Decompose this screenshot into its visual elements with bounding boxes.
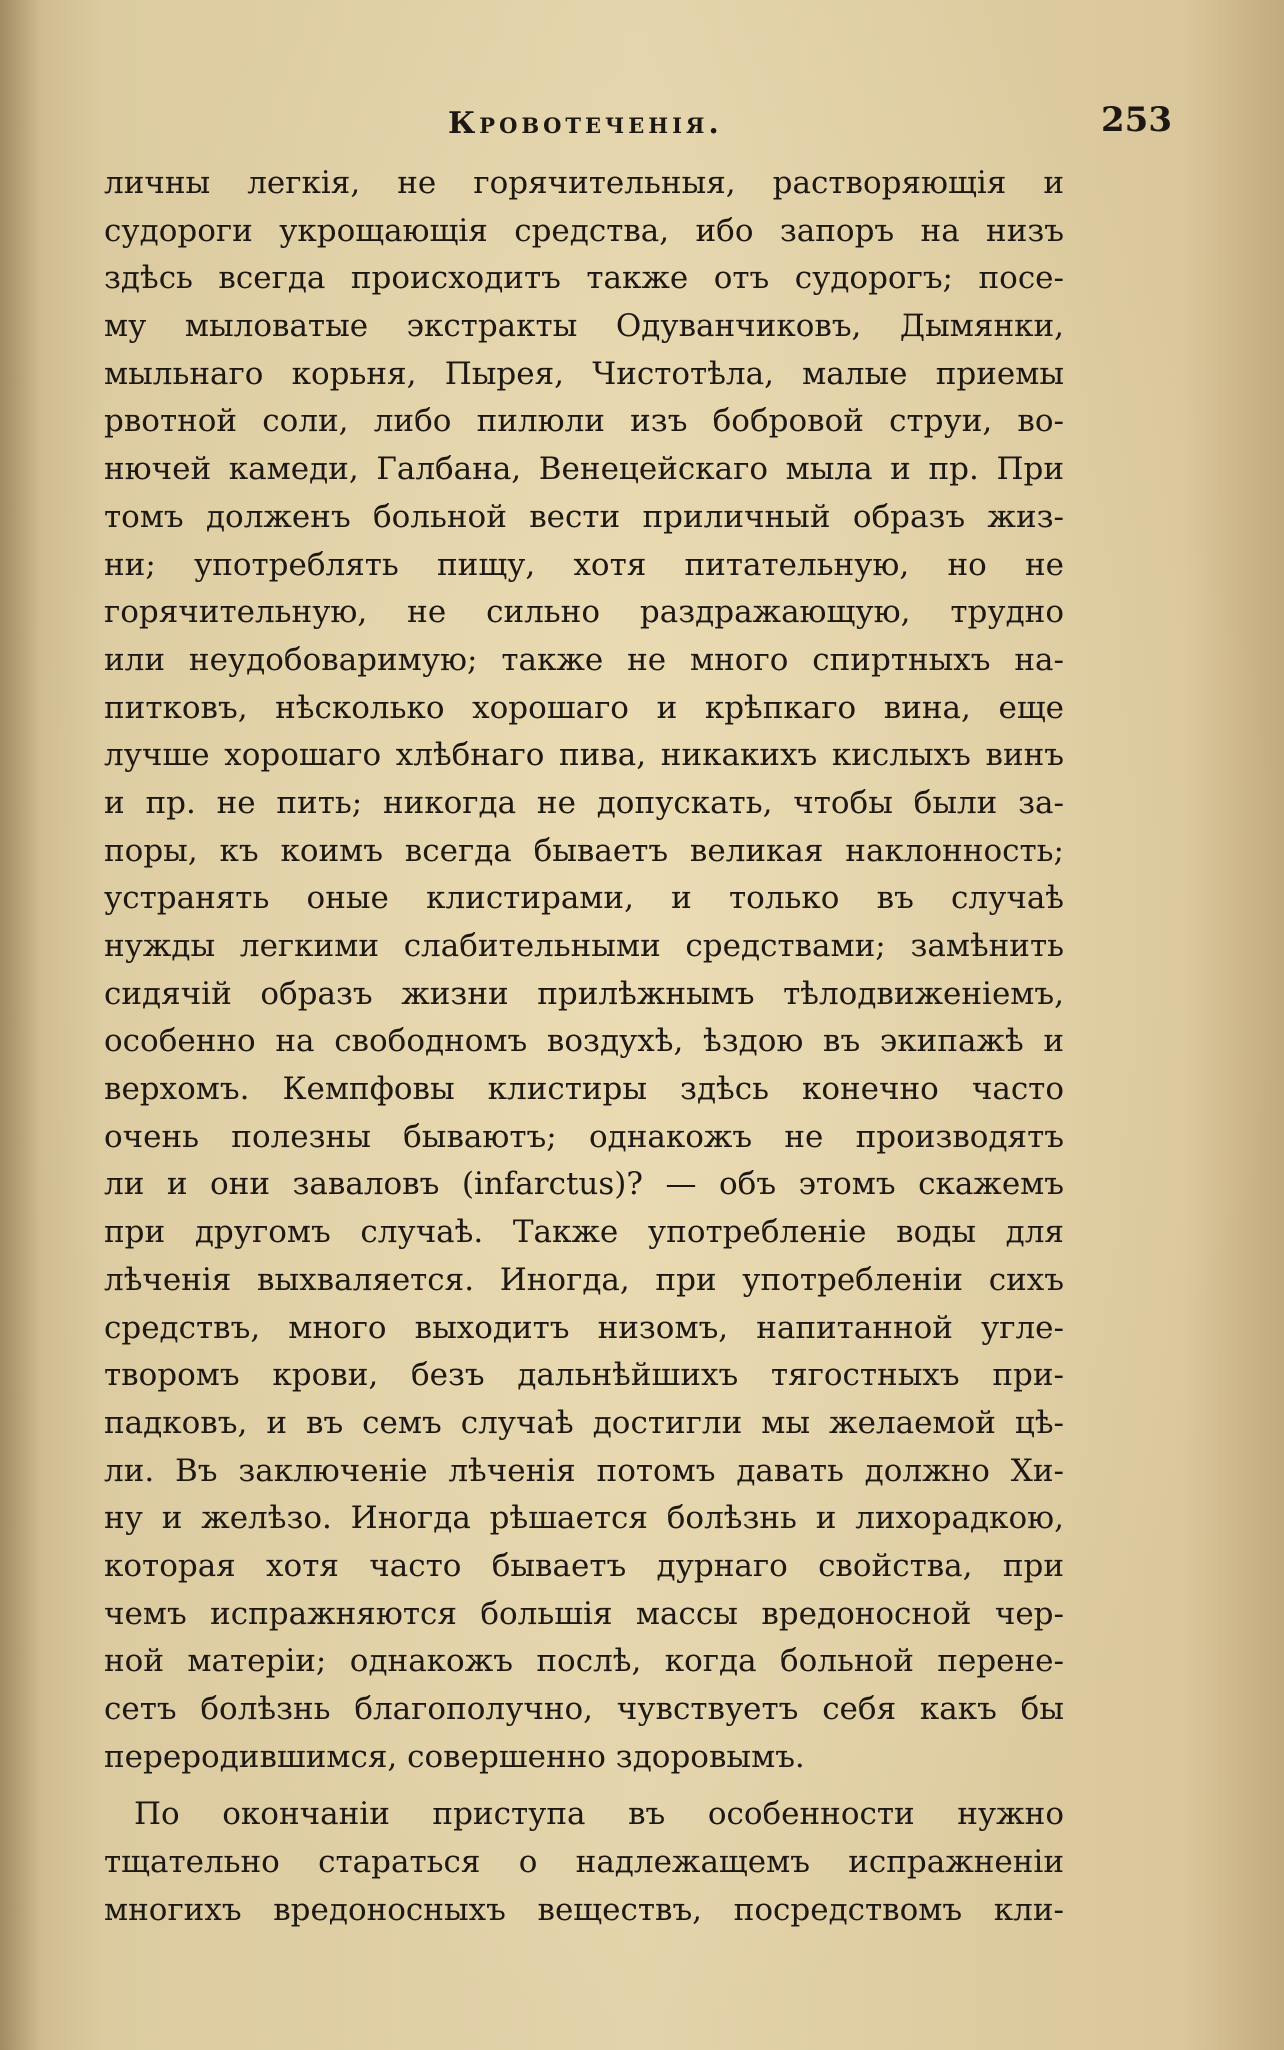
paragraph <box>104 160 1064 1781</box>
text-line: горячительную, не сильно раздражающую, трудно <box>104 594 1064 631</box>
text-line: тщательно стараться о надлежащемъ испражненіи <box>104 1844 1064 1881</box>
text-line: ной матеріи; однакожъ послѣ, когда больной перене- <box>104 1643 1064 1680</box>
page-number: 253 <box>1101 100 1172 140</box>
text-line: при другомъ случаѣ. Также употребленіе воды для <box>104 1214 1064 1251</box>
text-line: питковъ, нѣсколько хорошаго и крѣпкаго вина, еще <box>104 689 1064 726</box>
text-line: падковъ, и въ семъ случаѣ достигли мы желаемой цѣ- <box>104 1404 1064 1441</box>
binding-shadow <box>0 0 40 2050</box>
text-line: лѣченія выхваляется. Иногда, при употребленіи сихъ <box>104 1261 1064 1298</box>
text-line: ли и они заваловъ (infarctus)? — объ этомъ скажемъ <box>104 1166 1064 1203</box>
text-line: рвотной соли, либо пилюли изъ бобровой струи, во- <box>104 403 1064 440</box>
text-line: ну и желѣзо. Иногда рѣшается болѣзнь и лихорадкою, <box>104 1500 1064 1537</box>
text-line: судороги укрощающія средства, ибо запоръ на низъ <box>104 212 1064 249</box>
text-line: личны легкія, не горячительныя, растворяющія и <box>104 165 1064 201</box>
text-line: и пр. не пить; никогда не допускать, чтобы были за- <box>104 784 1064 821</box>
text-line: особенно на свободномъ воздухѣ, ѣздою въ экипажѣ и <box>104 1023 1064 1060</box>
text-line: творомъ крови, безъ дальнѣйшихъ тягостныхъ при- <box>104 1357 1064 1394</box>
text-line: многихъ вредоносныхъ веществъ, посредствомъ кли- <box>104 1891 1064 1928</box>
text-line: ни; употреблять пищу, хотя питательную, но не <box>104 546 1064 583</box>
page-header <box>100 100 1180 152</box>
text-line: нючей камеди, Галбана, Венецейскаго мыла и пр. При <box>104 451 1064 488</box>
text-line: По окончаніи приступа въ особенности нужно <box>134 1796 1064 1833</box>
text-line: чемъ испражняются большія массы вредоносной чер- <box>104 1595 1064 1632</box>
text-line: средствъ, много выходитъ низомъ, напитанной угле- <box>104 1309 1064 1346</box>
paragraph-gap <box>104 1781 1064 1791</box>
text-line: сидячій образъ жизни прилѣжнымъ тѣлодвиженіемъ, <box>104 975 1064 1012</box>
text-line: очень полезны бываютъ; однакожъ не производятъ <box>104 1118 1064 1155</box>
text-line: сетъ болѣзнь благополучно, чувствуетъ себя какъ бы <box>104 1691 1064 1727</box>
text-line: переродившимся, совершенно здоровымъ. <box>104 1738 805 1775</box>
text-line: здѣсь всегда происходитъ также отъ судорогъ; посе- <box>104 260 1064 297</box>
body-text <box>104 160 1064 1934</box>
text-line: лучше хорошаго хлѣбнаго пива, никакихъ кислыхъ винъ <box>104 737 1064 774</box>
text-line: верхомъ. Кемпфовы клистиры здѣсь конечно часто <box>104 1071 1064 1108</box>
text-line: мыльнаго корьня, Пырея, Чистотѣла, малые приемы <box>104 355 1064 392</box>
paragraph <box>104 1791 1064 1934</box>
text-line: поры, къ коимъ всегда бываетъ великая наклонность; <box>104 832 1064 869</box>
text-line: которая хотя часто бываетъ дурнаго свойства, при <box>104 1547 1064 1584</box>
running-title: Кровотеченія. <box>448 106 723 141</box>
text-line: му мыловатые экстракты Одуванчиковъ, Дымянки, <box>104 308 1064 345</box>
text-line: или неудобоваримую; также не много спиртныхъ на- <box>104 641 1064 678</box>
text-line: ли. Въ заключеніе лѣченія потомъ давать должно Хи- <box>104 1452 1064 1489</box>
text-line: нужды легкими слабительными средствами; замѣнить <box>104 928 1064 964</box>
text-line: томъ долженъ больной вести приличный образъ жиз- <box>104 498 1064 535</box>
text-line: устранять оные клистирами, и только въ случаѣ <box>104 880 1064 917</box>
